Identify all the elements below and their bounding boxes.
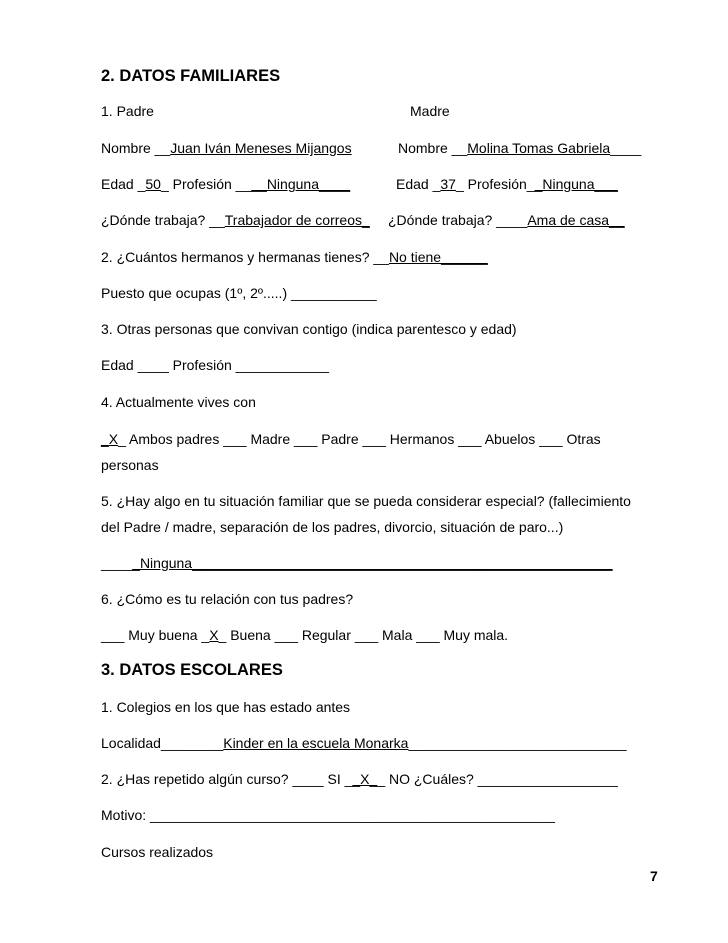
- label: Nombre __: [101, 140, 171, 156]
- motivo-row: Motivo: ____________________________________________________: [101, 807, 555, 823]
- section-title-datos-familiares: 2. DATOS FAMILIARES: [101, 67, 281, 85]
- label: Localidad________: [101, 735, 224, 751]
- relacion-options-row: [101, 626, 508, 644]
- section-title-datos-escolares: 3. DATOS ESCOLARES: [101, 661, 283, 679]
- blank: ____: [101, 555, 133, 571]
- relacion-question: 6. ¿Cómo es tu relación con tus padres?: [101, 591, 354, 607]
- madre-edad-value: 37: [440, 176, 456, 192]
- options: _ Buena ___ Regular ___ Mala ___ Muy mala.: [218, 627, 509, 643]
- blank: ____: [610, 140, 642, 156]
- especial-question-line2: del Padre / madre, separación de los padres, divorcio, situación de paro...): [101, 519, 564, 535]
- madre-trabajo-row: [388, 211, 625, 229]
- madre-nombre-value: Molina Tomas Gabriela: [467, 140, 611, 156]
- madre-nombre-row: [398, 139, 641, 157]
- buena-mark: X: [209, 627, 219, 643]
- madre-label: Madre: [410, 103, 450, 119]
- label: 2. ¿Cuántos hermanos y hermanas tienes? __: [101, 249, 389, 265]
- padre-label: 1. Padre: [101, 103, 154, 119]
- vives-con-row: 4. Actualmente vives con: [101, 394, 256, 410]
- blank: _: [101, 431, 109, 447]
- label: ¿Dónde trabaja? ____: [388, 212, 528, 228]
- label: Edad _: [101, 176, 146, 192]
- label: _ Profesión __: [160, 176, 252, 192]
- localidad-value: Kinder en la escuela Monarka: [223, 735, 409, 751]
- cursos-row: Cursos realizados: [101, 844, 214, 860]
- padre-trabajo-value: Trabajador de correos_: [224, 212, 370, 228]
- label: 2. ¿Has repetido algún curso? ____ SI _: [101, 771, 353, 787]
- blank: ____________________________: [408, 735, 627, 751]
- especial-question-line1: 5. ¿Hay algo en tu situación familiar que se pueda considerar especial? (fallecimiento: [101, 493, 631, 509]
- edad-profesion-row: Edad ____ Profesión ____________: [101, 357, 330, 373]
- vives-options-row: [101, 430, 601, 448]
- label: ¿Dónde trabaja? __: [101, 212, 225, 228]
- ambos-padres-mark: X: [108, 431, 119, 447]
- label: Edad _: [396, 176, 441, 192]
- especial-answer-value: _Ninguna______________________________________________________: [132, 555, 613, 571]
- puesto-row: Puesto que ocupas (1º, 2º.....) ___________: [101, 285, 377, 301]
- options: _ Ambos padres ___ Madre ___ Padre ___ Hermanos ___ Abuelos ___ Otras: [118, 431, 601, 447]
- madre-profesion-value: _Ninguna___: [534, 176, 618, 192]
- no-mark: _X_: [352, 771, 378, 787]
- padre-edad-value: 50: [145, 176, 161, 192]
- label: Nombre __: [398, 140, 468, 156]
- repetido-row: [101, 770, 618, 788]
- padre-edad-row: [101, 175, 350, 193]
- padre-nombre-row: [101, 139, 352, 157]
- options: ___ Muy buena _: [101, 627, 210, 643]
- hermanos-row: [101, 248, 488, 266]
- padre-nombre-value: Juan Iván Meneses Mijangos: [170, 140, 352, 156]
- padre-trabajo-row: [101, 211, 370, 229]
- padre-profesion-value: __Ninguna____: [251, 176, 351, 192]
- personas-row: personas: [101, 457, 159, 473]
- localidad-row: [101, 734, 626, 752]
- colegios-row: 1. Colegios en los que has estado antes: [101, 699, 351, 715]
- label: _ NO ¿Cuáles? __________________: [377, 771, 618, 787]
- madre-edad-row: [396, 175, 618, 193]
- madre-trabajo-value: Ama de casa__: [527, 212, 625, 228]
- label: _ Profesión_: [455, 176, 535, 192]
- especial-answer-row: [101, 554, 613, 572]
- otras-personas-row: 3. Otras personas que convivan contigo (indica parentesco y edad): [101, 321, 517, 337]
- page-number: 7: [650, 868, 658, 884]
- hermanos-value: No tiene______: [388, 249, 488, 265]
